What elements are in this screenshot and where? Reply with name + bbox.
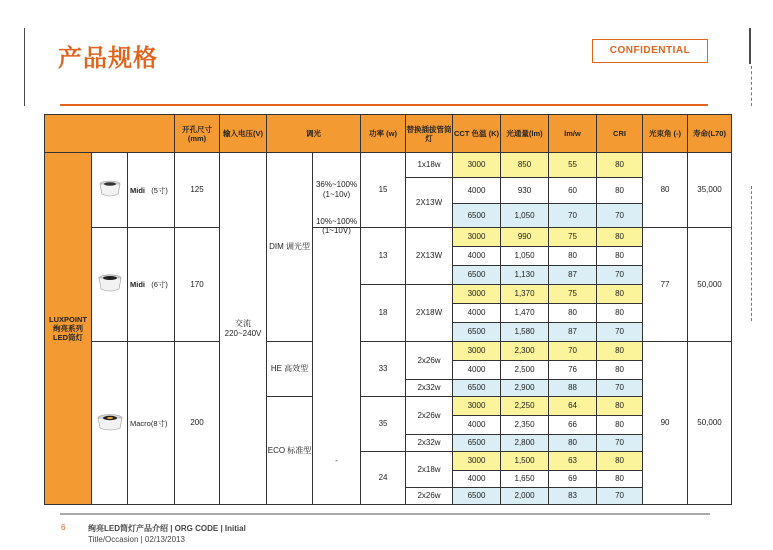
- voltage-type: 交流: [235, 318, 252, 328]
- right-dashed-line-lower: [751, 186, 752, 321]
- cri-cell: 80: [597, 361, 643, 380]
- header-cutout: 开孔尺寸 (mm): [175, 115, 220, 153]
- efficacy-cell: 70: [549, 342, 597, 361]
- lumen-cell: 2,300: [501, 342, 549, 361]
- replacement-cell: 2X18W: [406, 285, 453, 342]
- efficacy-cell: 55: [549, 153, 597, 178]
- cct-cell: 3000: [453, 342, 501, 361]
- replacement-cell: 1x18w: [406, 153, 453, 178]
- cri-cell: 80: [597, 228, 643, 247]
- header-replacement: 替换插拔管筒灯: [406, 115, 453, 153]
- dim-range-voltage: (1~10V): [322, 226, 351, 236]
- replacement-cell: 2x18w: [406, 452, 453, 488]
- cri-cell: 80: [597, 285, 643, 304]
- efficacy-cell: 80: [549, 304, 597, 323]
- efficacy-cell: 69: [549, 471, 597, 488]
- lumen-cell: 930: [501, 178, 549, 204]
- replacement-cell: 2x32w: [406, 380, 453, 397]
- beam-cell: 77: [643, 228, 688, 342]
- header-beam: 光束角 (-): [643, 115, 688, 153]
- brand-cell: [45, 153, 92, 505]
- model-cell: [128, 153, 175, 228]
- model-cell: [128, 228, 175, 342]
- life-cell: 50,000: [688, 228, 732, 342]
- lumen-cell: 2,350: [501, 416, 549, 435]
- dim-range-voltage: (1~10v): [322, 190, 351, 199]
- efficacy-cell: 88: [549, 380, 597, 397]
- cct-cell: 4000: [453, 416, 501, 435]
- cct-cell: 3000: [453, 228, 501, 247]
- lumen-cell: 1,050: [501, 247, 549, 266]
- cct-cell: 6500: [453, 323, 501, 342]
- model-size: (8寸): [150, 418, 168, 428]
- cct-cell: 6500: [453, 380, 501, 397]
- header-efficacy: lm/w: [549, 115, 597, 153]
- cct-cell: 6500: [453, 488, 501, 505]
- replacement-cell: 2x26w: [406, 397, 453, 435]
- cri-cell: 70: [597, 266, 643, 285]
- model-cell: [128, 342, 175, 505]
- cri-cell: 80: [597, 397, 643, 416]
- power-cell: 15: [361, 153, 406, 228]
- model-name: Midi: [130, 280, 145, 289]
- footer-subtitle: Title/Occasion | 02/13/2013: [88, 535, 185, 544]
- model-name: Midi: [130, 185, 145, 195]
- left-margin-line: [24, 28, 25, 106]
- voltage-cell: [220, 153, 267, 505]
- header-lumen: 光通量(lm): [501, 115, 549, 153]
- efficacy-cell: 80: [549, 247, 597, 266]
- cct-cell: 3000: [453, 285, 501, 304]
- cct-cell: 4000: [453, 247, 501, 266]
- downlight-8inch-icon: [96, 411, 124, 433]
- right-margin-line: [749, 28, 751, 64]
- dim-type-cell: DIM 调光型: [267, 153, 313, 342]
- cutout-cell: 170: [175, 228, 220, 342]
- power-cell: 24: [361, 452, 406, 505]
- right-dashed-line: [751, 66, 752, 106]
- power-cell: 18: [361, 285, 406, 342]
- brand-name: LUXPOINT: [49, 315, 87, 324]
- lumen-cell: 1,500: [501, 452, 549, 471]
- cct-cell: 6500: [453, 204, 501, 228]
- lamp-image-cell: [92, 342, 128, 505]
- header-cri: CRI: [597, 115, 643, 153]
- cri-cell: 80: [597, 471, 643, 488]
- spec-table: [44, 114, 732, 505]
- page-number: 6: [61, 523, 66, 532]
- footer-rule: [60, 513, 710, 515]
- cutout-cell: 200: [175, 342, 220, 505]
- cct-cell: 4000: [453, 178, 501, 204]
- power-cell: 33: [361, 342, 406, 397]
- lumen-cell: 2,800: [501, 435, 549, 452]
- beam-cell: 90: [643, 342, 688, 505]
- cct-cell: 6500: [453, 266, 501, 285]
- model-size: (6寸): [151, 280, 168, 289]
- lumen-cell: 2,900: [501, 380, 549, 397]
- header-dimming: 调光: [267, 115, 361, 153]
- cri-cell: 80: [597, 153, 643, 178]
- voltage-range: 220~240V: [224, 328, 262, 338]
- efficacy-cell: 75: [549, 228, 597, 247]
- efficacy-cell: 60: [549, 178, 597, 204]
- cct-cell: 6500: [453, 435, 501, 452]
- cct-cell: 3000: [453, 397, 501, 416]
- lumen-cell: 850: [501, 153, 549, 178]
- life-cell: 50,000: [688, 342, 732, 505]
- cri-cell: 80: [597, 247, 643, 266]
- table-row: [45, 153, 732, 178]
- dim-range-value: 10%~100%: [315, 216, 358, 226]
- replacement-cell: 2x26w: [406, 488, 453, 505]
- dim-range-none: -: [335, 455, 338, 465]
- lumen-cell: 1,370: [501, 285, 549, 304]
- efficacy-cell: 70: [549, 204, 597, 228]
- model-name: Macro: [130, 418, 151, 428]
- efficacy-cell: 75: [549, 285, 597, 304]
- header-voltage: 输入电压(V): [220, 115, 267, 153]
- lumen-cell: 1,130: [501, 266, 549, 285]
- replacement-cell: 2X13W: [406, 228, 453, 285]
- cri-cell: 80: [597, 416, 643, 435]
- power-cell: 13: [361, 228, 406, 285]
- beam-cell: 80: [643, 153, 688, 228]
- cri-cell: 70: [597, 380, 643, 397]
- page-title: 产品规格: [58, 44, 158, 72]
- replacement-cell: 2x26w: [406, 342, 453, 380]
- header-blank: [45, 115, 175, 153]
- lumen-cell: 2,500: [501, 361, 549, 380]
- header-power: 功率 (w): [361, 115, 406, 153]
- efficacy-cell: 76: [549, 361, 597, 380]
- dim-type-cell: HE 高效型: [267, 342, 313, 397]
- cri-cell: 80: [597, 178, 643, 204]
- cri-cell: 70: [597, 435, 643, 452]
- lumen-cell: 1,050: [501, 204, 549, 228]
- efficacy-cell: 83: [549, 488, 597, 505]
- efficacy-cell: 63: [549, 452, 597, 471]
- efficacy-cell: 87: [549, 266, 597, 285]
- cri-cell: 80: [597, 342, 643, 361]
- table-row: [45, 342, 732, 361]
- cri-cell: 70: [597, 323, 643, 342]
- cct-cell: 4000: [453, 304, 501, 323]
- lamp-image-cell: [92, 228, 128, 342]
- efficacy-cell: 87: [549, 323, 597, 342]
- lumen-cell: 1,650: [501, 471, 549, 488]
- cri-cell: 80: [597, 452, 643, 471]
- cct-cell: 3000: [453, 153, 501, 178]
- cct-cell: 3000: [453, 452, 501, 471]
- life-cell: 35,000: [688, 153, 732, 228]
- header-row: [45, 115, 732, 153]
- cri-cell: 70: [597, 204, 643, 228]
- replacement-cell: 2X13W: [406, 178, 453, 228]
- lumen-cell: 1,470: [501, 304, 549, 323]
- header-life: 寿命(L70): [688, 115, 732, 153]
- lumen-cell: 2,250: [501, 397, 549, 416]
- brand-series: 绚亮系列: [53, 324, 83, 333]
- dim-type-cell: ECO 标准型: [267, 397, 313, 505]
- efficacy-cell: 64: [549, 397, 597, 416]
- header-cct: CCT 色温 (K): [453, 115, 501, 153]
- cct-cell: 4000: [453, 471, 501, 488]
- dim-range-cell: [313, 216, 361, 505]
- model-size: (5寸): [151, 185, 168, 195]
- brand-product: LED筒灯: [53, 333, 83, 342]
- footer-title: 绚亮LED筒灯产品介绍 | ORG CODE | Initial: [88, 524, 246, 533]
- cri-cell: 70: [597, 488, 643, 505]
- cutout-cell: 125: [175, 153, 220, 228]
- lumen-cell: 2,000: [501, 488, 549, 505]
- efficacy-cell: 66: [549, 416, 597, 435]
- confidential-badge: CONFIDENTIAL: [592, 39, 708, 63]
- cct-cell: 4000: [453, 361, 501, 380]
- table-row: [45, 228, 732, 247]
- dim-range-value: 36%~100%: [315, 180, 358, 190]
- downlight-5inch-icon: [96, 178, 124, 200]
- lumen-cell: 990: [501, 228, 549, 247]
- title-rule: [60, 104, 708, 106]
- efficacy-cell: 80: [549, 435, 597, 452]
- downlight-6inch-icon: [96, 272, 124, 294]
- replacement-cell: 2x32w: [406, 435, 453, 452]
- lamp-image-cell: [92, 153, 128, 228]
- power-cell: 35: [361, 397, 406, 452]
- lumen-cell: 1,580: [501, 323, 549, 342]
- cri-cell: 80: [597, 304, 643, 323]
